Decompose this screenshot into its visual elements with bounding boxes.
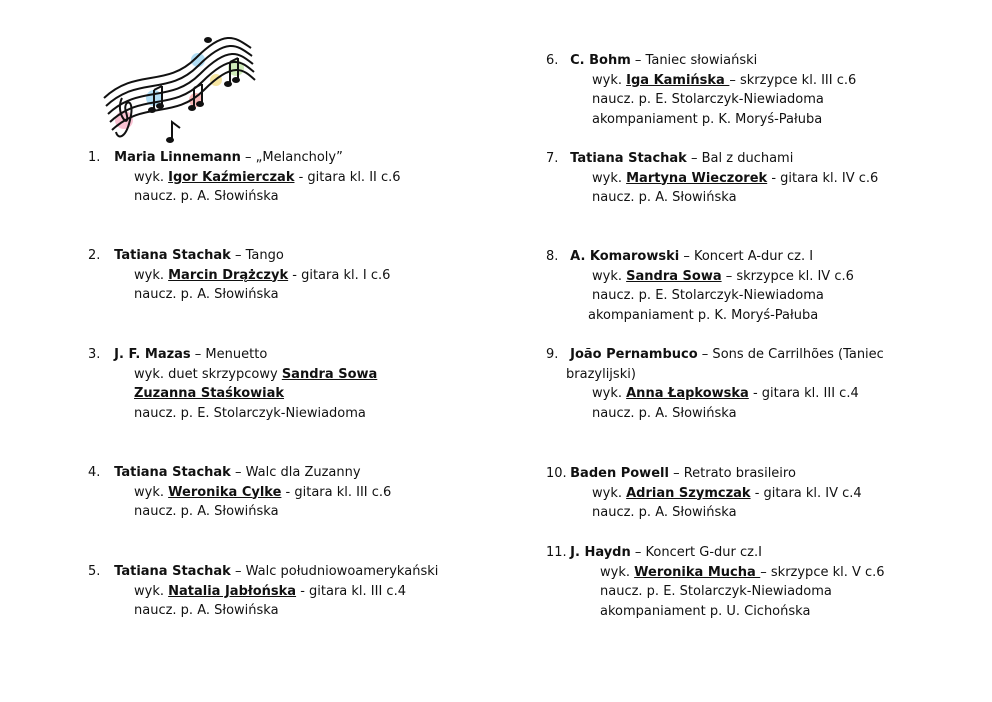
piece-title: – Walc dla Zuzanny [230,465,361,480]
performer-prefix: wyk. [592,268,627,284]
instrument-class: - gitara kl. IV c.4 [750,485,862,501]
performer-prefix: wyk. [134,583,169,599]
program-item-9 [546,345,884,423]
performer-prefix: wyk. duet skrzypcowy [134,366,282,382]
performer: Adrian Szymczak [626,485,751,501]
performer: Iga Kamińska [626,72,730,88]
item-number: 9. [546,347,559,362]
performer-prefix: wyk. [592,72,627,88]
piece-title: – Retrato brasileiro [668,466,796,481]
instrument-class: – skrzypce kl. III c.6 [729,72,857,88]
program-item-11 [546,543,885,621]
performer-prefix: wyk. [592,485,627,501]
accompaniment: akompaniament p. U. Cichońska [600,603,811,619]
composer: Baden Powell [570,466,669,481]
composer: Tatiana Stachak [114,248,231,263]
performer: Martyna Wieczorek [626,170,768,186]
performer: Anna Łapkowska [626,386,749,401]
accompaniment: akompaniament p. K. Moryś-Pałuba [588,307,819,323]
program-item-7 [546,149,878,208]
accompaniment: akompaniament p. K. Moryś-Pałuba [592,111,823,127]
composer: Tatiana Stachak [114,564,231,579]
music-notes-logo [96,28,256,148]
program-item-2 [88,246,390,305]
teacher: naucz. p. E. Stolarczyk-Niewiadoma [592,92,824,107]
program-item-4 [88,463,391,522]
performer: Sandra Sowa [626,268,722,284]
instrument-class: – skrzypce kl. IV c.6 [721,268,854,284]
composer: Tatiana Stachak [114,465,231,480]
instrument-class: - gitara kl. IV c.6 [767,170,879,186]
performer: Sandra Sowa [281,366,378,382]
item-number: 3. [88,347,101,362]
program-item-1 [88,148,401,207]
item-number: 1. [88,150,101,165]
performer: Weronika Cylke [168,484,282,500]
teacher: naucz. p. E. Stolarczyk-Niewiadoma [600,584,832,599]
piece-title: – Taniec słowiański [630,53,758,68]
performer-prefix: wyk. [134,169,169,185]
performer: Marcin Drążczyk [168,267,289,283]
composer: J. F. Mazas [114,347,191,362]
piece-title: – Sons de Carrilhões (Taniec [697,347,884,362]
instrument-class: - gitara kl. III c.4 [748,386,859,401]
item-number: 7. [546,151,559,166]
teacher: naucz. p. A. Słowińska [134,603,279,618]
performer-prefix: wyk. [592,170,627,186]
item-number: 4. [88,465,101,480]
teacher: naucz. p. E. Stolarczyk-Niewiadoma [134,405,366,421]
instrument-class: - gitara kl. III c.4 [296,583,406,599]
piece-title: – Bal z duchami [686,151,794,166]
piece-title: – Menuetto [190,347,268,362]
instrument-class: - gitara kl. II c.6 [294,169,401,185]
program-item-8 [546,247,854,325]
item-number: 10. [546,466,567,481]
composer: Maria Linnemann [114,150,241,165]
piece-title-continued: brazylijski) [566,366,636,382]
instrument-class: - gitara kl. III c.6 [281,484,392,500]
composer: J. Haydn [570,545,631,560]
performer: Igor Kaźmierczak [168,169,295,185]
item-number: 8. [546,249,559,264]
item-number: 2. [88,248,101,263]
teacher: naucz. p. A. Słowińska [592,190,737,205]
teacher: naucz. p. A. Słowińska [134,287,279,302]
teacher: naucz. p. A. Słowińska [592,405,737,421]
piece-title: – Walc południowoamerykański [230,564,439,579]
item-number: 11. [546,545,567,560]
composer: A. Komarowski [570,249,680,264]
composer: C. Bohm [570,53,631,68]
program-item-10 [546,464,862,523]
performer-prefix: wyk. [600,564,635,580]
teacher: naucz. p. A. Słowińska [134,504,279,519]
instrument-class: – skrzypce kl. V c.6 [760,564,885,580]
program-item-6 [546,51,856,129]
program-item-3 [88,345,377,423]
performer: Weronika Mucha [634,564,761,580]
piece-title: – „Melancholy” [240,150,343,165]
item-number: 5. [88,564,101,579]
performer-prefix: wyk. [134,267,169,283]
program-item-5 [88,562,438,621]
music-staff-icon [96,28,256,148]
performer-prefix: wyk. [592,386,627,401]
piece-title: – Koncert A-dur cz. I [679,249,814,264]
performer: Natalia Jabłońska [168,583,297,599]
instrument-class: - gitara kl. I c.6 [288,267,391,283]
teacher: naucz. p. E. Stolarczyk-Niewiadoma [592,288,824,303]
teacher: naucz. p. A. Słowińska [134,189,279,204]
composer: João Pernambuco [570,347,698,362]
piece-title: – Koncert G-dur cz.I [630,545,762,560]
piece-title: – Tango [230,248,284,263]
composer: Tatiana Stachak [570,151,687,166]
performer-prefix: wyk. [134,484,169,500]
item-number: 6. [546,53,559,68]
teacher: naucz. p. A. Słowińska [592,505,737,520]
performer-second: Zuzanna Staśkowiak [134,386,285,401]
